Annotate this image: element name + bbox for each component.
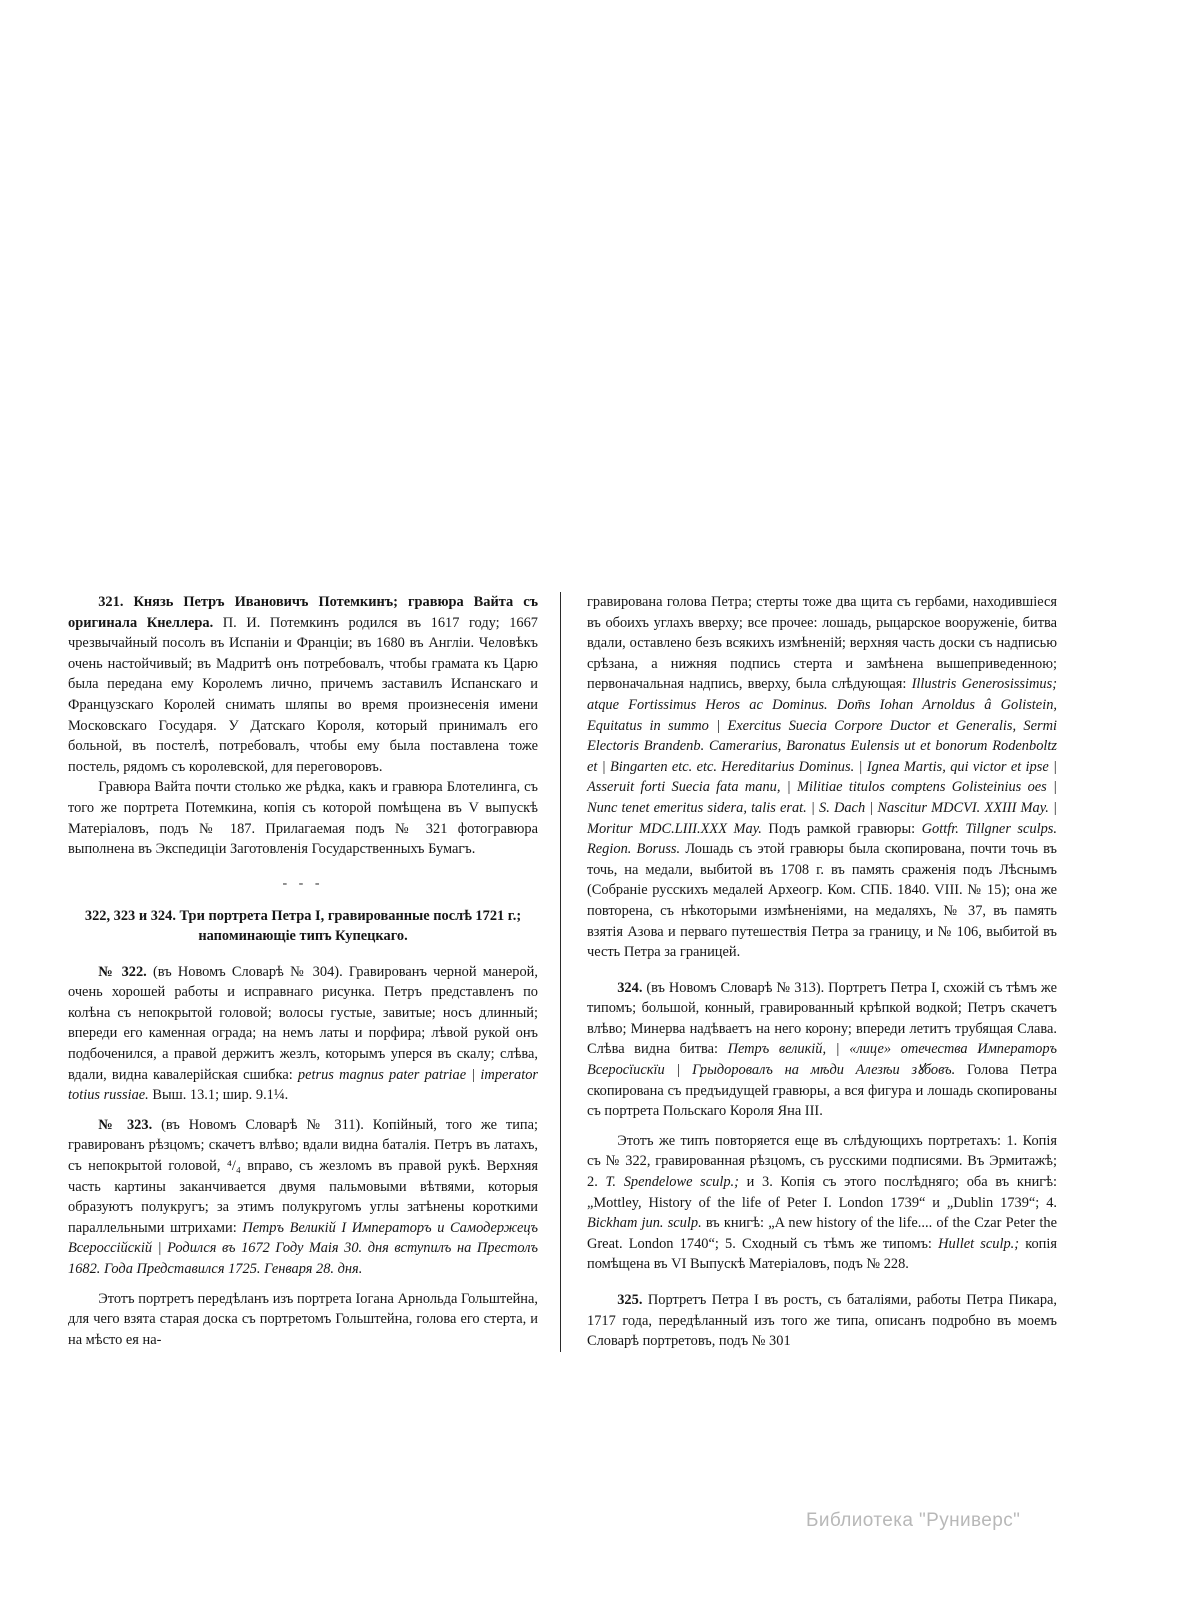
entry-324-paragraph-2 — [587, 1131, 1057, 1275]
entry-325-number: 325. — [617, 1292, 643, 1308]
entry-322 — [68, 962, 538, 1106]
entry-322-number: № 322. — [98, 963, 147, 980]
entry-325 — [587, 1290, 1057, 1352]
entry-323 — [68, 1115, 538, 1280]
entry-324-number: 324. — [617, 979, 643, 996]
entry-324-signature-spendelowe: T. Spendelowe sculp.; — [605, 1174, 739, 1191]
entry-324-body-3: Этотъ же типъ повторяется еще въ слѣдующихъ портретахъ: 1. Копія съ № 322, гравированная рѣзцомъ, съ русскими подписями. Въ Эрмитажѣ; 2. — [587, 1132, 1057, 1191]
left-column — [68, 592, 561, 1352]
entry-323-cont-body-3: Лошадь съ этой гравюры была скопирована, почти точь въ точь, на медали, выбитой въ 1708 г. въ память сраженія подъ Лѣснымъ (Собраніе русскихъ медалей Археогр. Ком. СПБ. 1840. VIII. № 15); она же повторена, съ нѣкоторыми измѣненіями, на медаляхъ, № 37, въ память взятія Азова и перваго путешествія Петра за границу, и № 106, выбитой въ честь Петра за границей. — [587, 841, 1057, 961]
entry-321-number: 321. — [98, 594, 124, 610]
entry-324-body-6: копія помѣщена въ VI Выпускѣ Матеріаловъ, подъ № 228. — [587, 1235, 1057, 1273]
entry-321-paragraph-2: Гравюра Вайта почти столько же рѣдка, какъ и гравюра Блотелинга, съ того же портрета Потемкина, копія съ которой помѣщена въ V выпускѣ Матеріаловъ, подъ № 187. Прилагаемая подъ № 321 фотогравюра выполнена въ Экспедиціи Заготовленія Государственныхъ Бумагъ. — [68, 779, 538, 858]
section-divider: - - - — [282, 875, 324, 891]
entry-323-number: № 323. — [98, 1116, 153, 1133]
entry-322-body: (въ Новомъ Словарѣ № 304). Гравированъ черной манерой, очень хорошей работы и исправнаго рисунка. Петръ представленъ по колѣна съ непокрытой головой; волосы густые, завитые; носъ длинный; впереди его каменная ограда; на немъ латы и порфира; лѣвой рукой онъ подбоченился, а правой держитъ жезлъ, которымъ уперся въ скалу; слѣва, вдали, видна кавалерійская сшибка: — [68, 963, 538, 1083]
entry-323-engraver-signature: Gottfr. Tillgner sculps. Region. Boruss. — [587, 820, 1058, 858]
entry-323-inscription: Петръ Великій I Императоръ и Самодержецъ Всероссійскій | Родился въ 1672 Году Маія 30. дня вступилъ на Престолъ 1682. Года Представился 1725. Генваря 28. дня. — [68, 1219, 538, 1277]
two-column-body — [68, 592, 1078, 1352]
entry-324 — [587, 978, 1057, 1122]
entry-324-inscription: Петръ великій, | «лице» отечества Императоръ Всеросїискїи | Грыдоровалъ на мѣди Алезѣи зꙋбовъ. — [587, 1041, 1057, 1079]
entry-324-signature-hullet: Hullet sculp.; — [938, 1235, 1020, 1252]
entry-321-title: Князь Петръ Ивановичъ Потемкинъ; гравюра Вайта съ оригинала Кнеллера. — [68, 594, 538, 631]
entry-324-body-4: и 3. Копія съ этого послѣдняго; оба въ книгѣ: „Mottley, History of the life of Peter I. London 1739“ и „Dublin 1739“; 4. — [587, 1174, 1058, 1211]
entry-323-frame-label-intro: Подъ рамкой гравюры: — [768, 820, 922, 837]
entry-323-continued — [587, 592, 1057, 963]
right-column — [561, 592, 1057, 1352]
entry-322-measurements: Выш. 13.1; шир. 9.1¼. — [152, 1087, 289, 1104]
entry-324-body: (въ Новомъ Словарѣ № 313). Портретъ Петра I, схожій съ тѣмъ же типомъ; большой, конный, гравированный крѣпкой водкой; Петръ скачетъ влѣво; Минерва надѣваетъ на него корону; впереди летитъ трубящая Слава. Слѣва видна битва: — [587, 979, 1057, 1058]
entry-324-body-5: въ книгѣ: „A new history of the life.... of the Czar Peter the Great. London 1740“; 5. Сходный съ тѣмъ же типомъ: — [587, 1215, 1057, 1252]
entry-322-latin-inscription: petrus magnus pater patriae | imperator totius russiae. — [68, 1066, 538, 1104]
entry-324-signature-bickham: Bickham jun. sculp. — [587, 1215, 702, 1232]
entry-321 — [68, 592, 538, 777]
entry-323-latin-inscription: Illustris Generosissimus; atque Fortissimus Heros ac Dominus. Dom̄s Iohan Arnoldus â Golistein, Equitatus in summo | Exercitus Suecia Corpore Ductor et Generalis, Sermi Electoris Brandenb. Camerarius, Baronatus Eulensis ut et bonorum Rodenboltz et | Bingarten etc. etc. Hereditarius Dominus. | Ignea Martis, qui victor et ipse | Asseruit forti Suecia fata manu, | Militiae titulos comptens Golisteinius oes | Nunc tenet emeritus sidera, talis erat. | S. Dach | Nascitur MDCVI. XXIII May. | Moritur MDC.LIII.XXX May. — [587, 676, 1058, 837]
entry-324-body-2: Голова Петра скопирована съ предъидущей гравюры, а вся фигура и лошадь скопированы съ портрета Польскаго Короля Яна III. — [587, 1062, 1057, 1120]
library-watermark: Библиотека "Руниверс" — [806, 1510, 1021, 1531]
heading-322-324: 322, 323 и 324. Три портрета Петра I, гравированные послѣ 1721 г.; напоминающіе типъ Купецкаго. — [84, 907, 522, 945]
entry-321-body: П. И. Потемкинъ родился въ 1617 году; 1667 чрезвычайный посолъ въ Испаніи и Франціи; въ 1680 въ Англіи. Человѣкъ очень настойчивый; въ Мадритѣ онъ потребовалъ, чтобы грамата къ Царю была передана ему Королемъ лично, причемъ заставилъ Испанскаго и Французскаго Королей снимать шляпы во время произнесенія имени Московскаго Государя. У Датскаго Короля, который принималъ его больной, въ постелѣ, потребовалъ, чтобы ему была поставлена тоже постель, рядомъ съ королевской, для переговоровъ. — [68, 614, 538, 775]
entry-323-body: (въ Новомъ Словарѣ № 311). Копійный, того же типа; гравированъ рѣзцомъ; скачетъ влѣво; вдали видна баталія. Петръ въ латахъ, съ непокрытой головой, ⁴/₄ вправо, съ жезломъ въ правой рукѣ. Верхняя часть картины заканчивается двумя пальмовыми вѣтвями, которыя образуютъ полукругъ; за этимъ полукругомъ углы затѣнены короткими параллельными штрихами: — [68, 1116, 538, 1236]
entry-325-body: Портретъ Петра I въ ростъ, съ баталіями, работы Петра Пикара, 1717 года, передѣланный изъ того же типа, описанъ подробно въ моемъ Словарѣ портретовъ, подъ № 301 — [587, 1292, 1057, 1350]
entry-323-cont-body: гравирована голова Петра; стерты тоже два щита съ гербами, находившіеся въ обоихъ углахъ вверху; все прочее: лошадь, рыцарское вооруженіе, битва вдали, оставлено безъ всякихъ измѣненій; верхняя часть доски съ надписью срѣзана, а нижняя подпись стерта и замѣнена вышеприведенною; первоначальная надпись, вверху, была слѣдующая: — [587, 594, 1057, 693]
entry-323-paragraph-2: Этотъ портретъ передѣланъ изъ портрета Іогана Арнольда Гольштейна, для чего взята старая доска съ портретомъ Гольштейна, голова его стерта, и на мѣсто ея на- — [68, 1290, 538, 1348]
